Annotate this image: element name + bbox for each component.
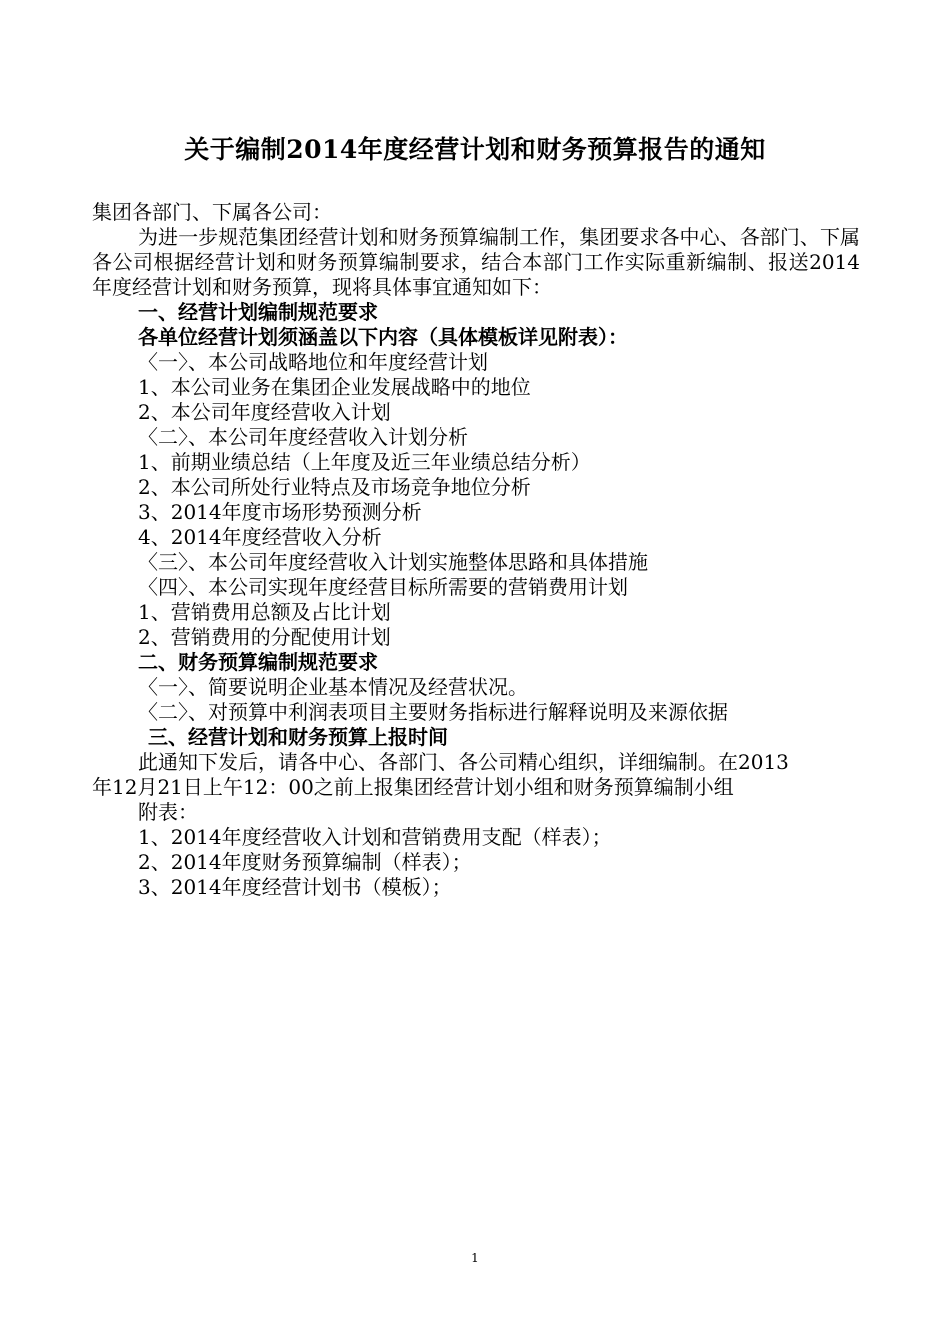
intro-paragraph: 为进一步规范集团经营计划和财务预算编制工作，集团要求各中心、各部门、下属各公司根据经营计划和财务预算编制要求，结合本部门工作实际重新编制、报送2014年度经营计划和财务预算，现将具体事宜通知如下： bbox=[92, 225, 860, 299]
section-3-paragraph-line: 年12月21日上午12：00之前上报集团经营计划小组和财务预算编制小组 bbox=[92, 775, 734, 799]
section-1-heading: 一、经营计划编制规范要求 bbox=[138, 300, 378, 324]
appendix-item: 1、2014年度经营收入计划和营销费用支配（样表）； bbox=[138, 825, 612, 849]
page-number: 1 bbox=[471, 1251, 479, 1265]
section-1-line: 2、本公司所处行业特点及市场竞争地位分析 bbox=[138, 475, 531, 499]
section-2-line: 〈一〉、简要说明企业基本情况及经营状况。 bbox=[138, 675, 528, 699]
section-2-heading: 二、财务预算编制规范要求 bbox=[138, 650, 378, 674]
section-1-line: 1、前期业绩总结（上年度及近三年业绩总结分析） bbox=[138, 450, 591, 474]
section-1-line: 1、本公司业务在集团企业发展战略中的地位 bbox=[138, 375, 531, 399]
section-1-line: 4、2014年度经营收入分析 bbox=[138, 525, 382, 549]
section-1-line: 〈三〉、本公司年度经营收入计划实施整体思路和具体措施 bbox=[138, 550, 648, 574]
section-3-heading: 三、经营计划和财务预算上报时间 bbox=[148, 725, 448, 749]
section-2-line: 〈二〉、对预算中利润表项目主要财务指标进行解释说明及来源依据 bbox=[138, 700, 728, 724]
appendix-label: 附表： bbox=[138, 800, 198, 824]
section-1-lead: 各单位经营计划须涵盖以下内容（具体模板详见附表）： bbox=[138, 325, 628, 349]
section-1-line: 〈二〉、本公司年度经营收入计划分析 bbox=[138, 425, 468, 449]
salutation: 集团各部门、下属各公司： bbox=[92, 200, 332, 224]
section-3-paragraph-line: 此通知下发后，请各中心、各部门、各公司精心组织，详细编制。在2013 bbox=[138, 750, 789, 774]
section-1-line: 〈四〉、本公司实现年度经营目标所需要的营销费用计划 bbox=[138, 575, 628, 599]
section-1-line: 2、营销费用的分配使用计划 bbox=[138, 625, 391, 649]
appendix-item: 3、2014年度经营计划书（模板）； bbox=[138, 875, 452, 899]
section-1-line: 2、本公司年度经营收入计划 bbox=[138, 400, 391, 424]
document-title: 关于编制2014年度经营计划和财务预算报告的通知 bbox=[184, 135, 766, 164]
section-1-line: 1、营销费用总额及占比计划 bbox=[138, 600, 391, 624]
section-1-line: 〈一〉、本公司战略地位和年度经营计划 bbox=[138, 350, 488, 374]
document-body bbox=[92, 200, 860, 900]
section-1-line: 3、2014年度市场形势预测分析 bbox=[138, 500, 422, 524]
appendix-item: 2、2014年度财务预算编制（样表）； bbox=[138, 850, 472, 874]
